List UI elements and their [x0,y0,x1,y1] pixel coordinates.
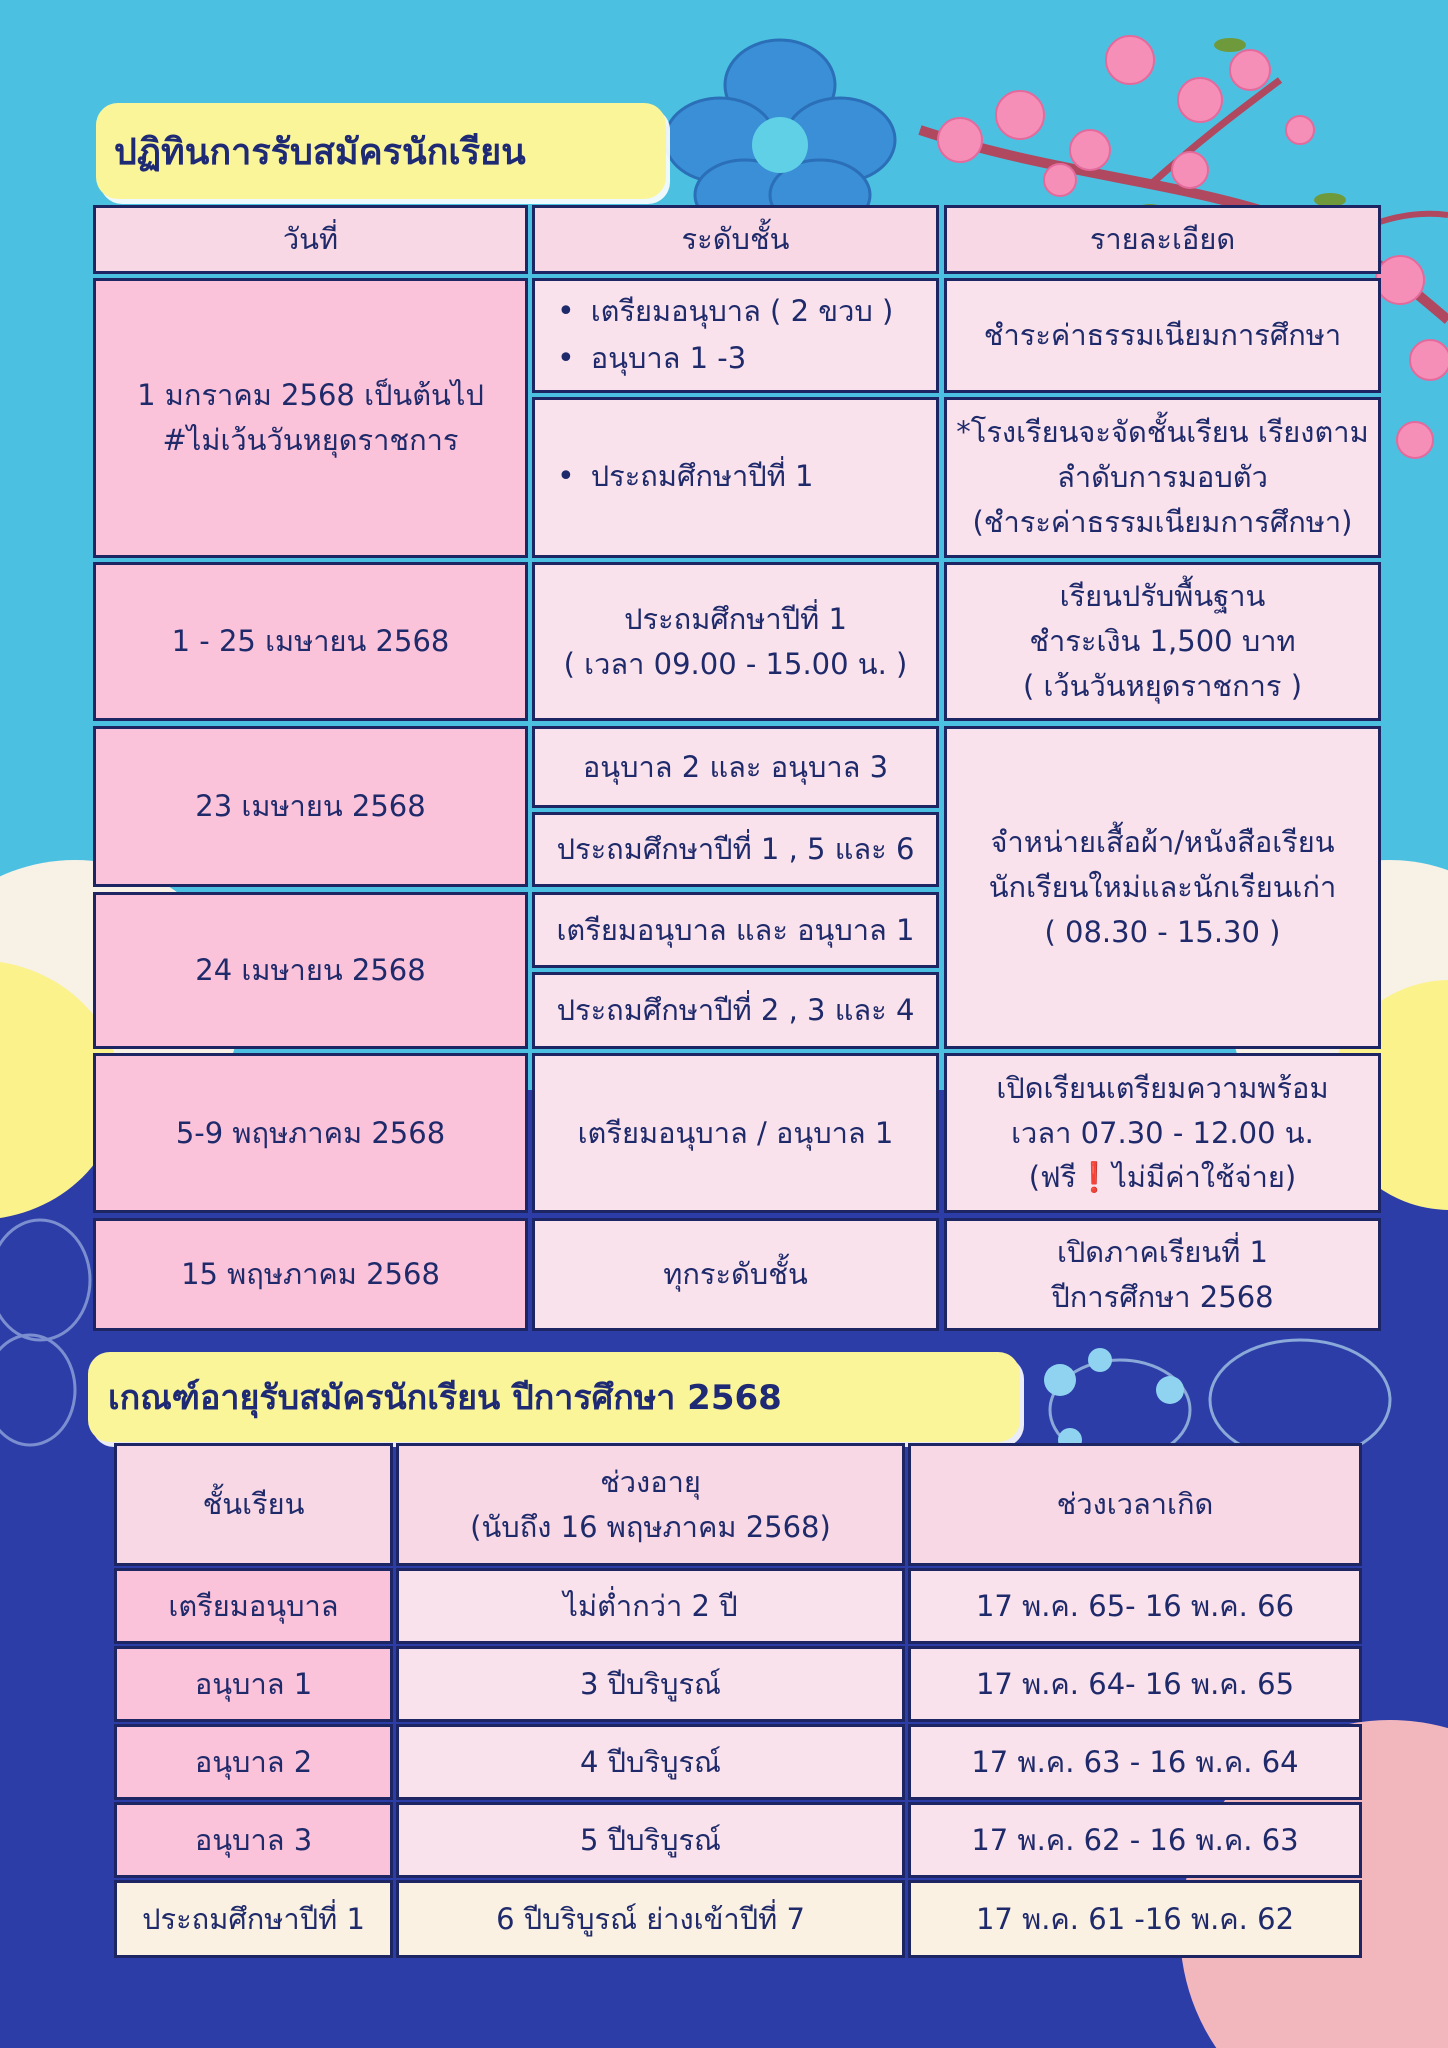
header-detail: รายละเอียด [944,205,1381,274]
age-row-range: 5 ปีบริบูรณ์ [396,1802,905,1878]
blue-flower-icon [650,30,910,230]
age-row-birth: 17 พ.ค. 62 - 16 พ.ค. 63 [908,1802,1362,1878]
header-date: วันที่ [93,205,528,274]
row6-date: 15 พฤษภาคม 2568 [93,1218,528,1331]
row1-detail-a: ชำระค่าธรรมเนียมการศึกษา [944,278,1381,393]
row4-level-b: ประถมศึกษาปีที่ 2 , 3 และ 4 [532,972,939,1049]
age-row-class: อนุบาล 1 [114,1646,393,1722]
row3-date: 23 เมษายน 2568 [93,726,528,887]
row3-level-a: อนุบาล 2 และ อนุบาล 3 [532,726,939,808]
age-row-class: อนุบาล 2 [114,1724,393,1800]
row2-level: ประถมศึกษาปีที่ 1 ( เวลา 09.00 - 15.00 น. ) [532,562,939,721]
row1-detail-b: *โรงเรียนจะจัดชั้นเรียน เรียงตาม ลำดับการมอบตัว (ชำระค่าธรรมเนียมการศึกษา) [944,397,1381,558]
age-row-class: เตรียมอนุบาล [114,1568,393,1644]
age-row-range: ไม่ต่ำกว่า 2 ปี [396,1568,905,1644]
row5-detail: เปิดเรียนเตรียมความพร้อม เวลา 07.30 - 12.00 น. (ฟรี❗ไม่มีค่าใช้จ่าย) [944,1053,1381,1213]
row5-date: 5-9 พฤษภาคม 2568 [93,1053,528,1213]
age-header-range: ช่วงอายุ (นับถึง 16 พฤษภาคม 2568) [396,1443,905,1566]
age-row-range: 3 ปีบริบูรณ์ [396,1646,905,1722]
age-row-range: 6 ปีบริบูรณ์ ย่างเข้าปีที่ 7 [396,1880,905,1958]
row5-level: เตรียมอนุบาล / อนุบาล 1 [532,1053,939,1213]
row1-date: 1 มกราคม 2568 เป็นต้นไป #ไม่เว้นวันหยุดราชการ [93,278,528,558]
row2-date: 1 - 25 เมษายน 2568 [93,562,528,721]
row6-detail: เปิดภาคเรียนที่ 1 ปีการศึกษา 2568 [944,1218,1381,1331]
age-row-birth: 17 พ.ค. 63 - 16 พ.ค. 64 [908,1724,1362,1800]
age-row-class: อนุบาล 3 [114,1802,393,1878]
age-header-class: ชั้นเรียน [114,1443,393,1566]
row4-date: 24 เมษายน 2568 [93,892,528,1049]
row6-level: ทุกระดับชั้น [532,1218,939,1331]
age-row-class: ประถมศึกษาปีที่ 1 [114,1880,393,1958]
exclamation-icon: ❗ [1076,1160,1113,1195]
age-criteria-title: เกณฑ์อายุรับสมัครนักเรียน ปีการศึกษา 2568 [88,1352,1020,1442]
header-level: ระดับชั้น [532,205,939,274]
row1-level-a: • เตรียมอนุบาล ( 2 ขวบ ) • อนุบาล 1 -3 [532,278,939,393]
age-row-birth: 17 พ.ค. 61 -16 พ.ค. 62 [908,1880,1362,1958]
row4-level-a: เตรียมอนุบาล และ อนุบาล 1 [532,892,939,968]
age-header-birth: ช่วงเวลาเกิด [908,1443,1362,1566]
age-row-range: 4 ปีบริบูรณ์ [396,1724,905,1800]
row2-detail: เรียนปรับพื้นฐาน ชำระเงิน 1,500 บาท ( เว้นวันหยุดราชการ ) [944,562,1381,721]
uniform-books-detail: จำหน่ายเสื้อผ้า/หนังสือเรียน นักเรียนใหม่และนักเรียนเก่า ( 08.30 - 15.30 ) [944,726,1381,1049]
age-row-birth: 17 พ.ค. 65- 16 พ.ค. 66 [908,1568,1362,1644]
row1-level-b: • ประถมศึกษาปีที่ 1 [532,397,939,558]
calendar-title: ปฏิทินการรับสมัครนักเรียน [96,103,666,199]
row3-level-b: ประถมศึกษาปีที่ 1 , 5 และ 6 [532,812,939,887]
age-row-birth: 17 พ.ค. 64- 16 พ.ค. 65 [908,1646,1362,1722]
